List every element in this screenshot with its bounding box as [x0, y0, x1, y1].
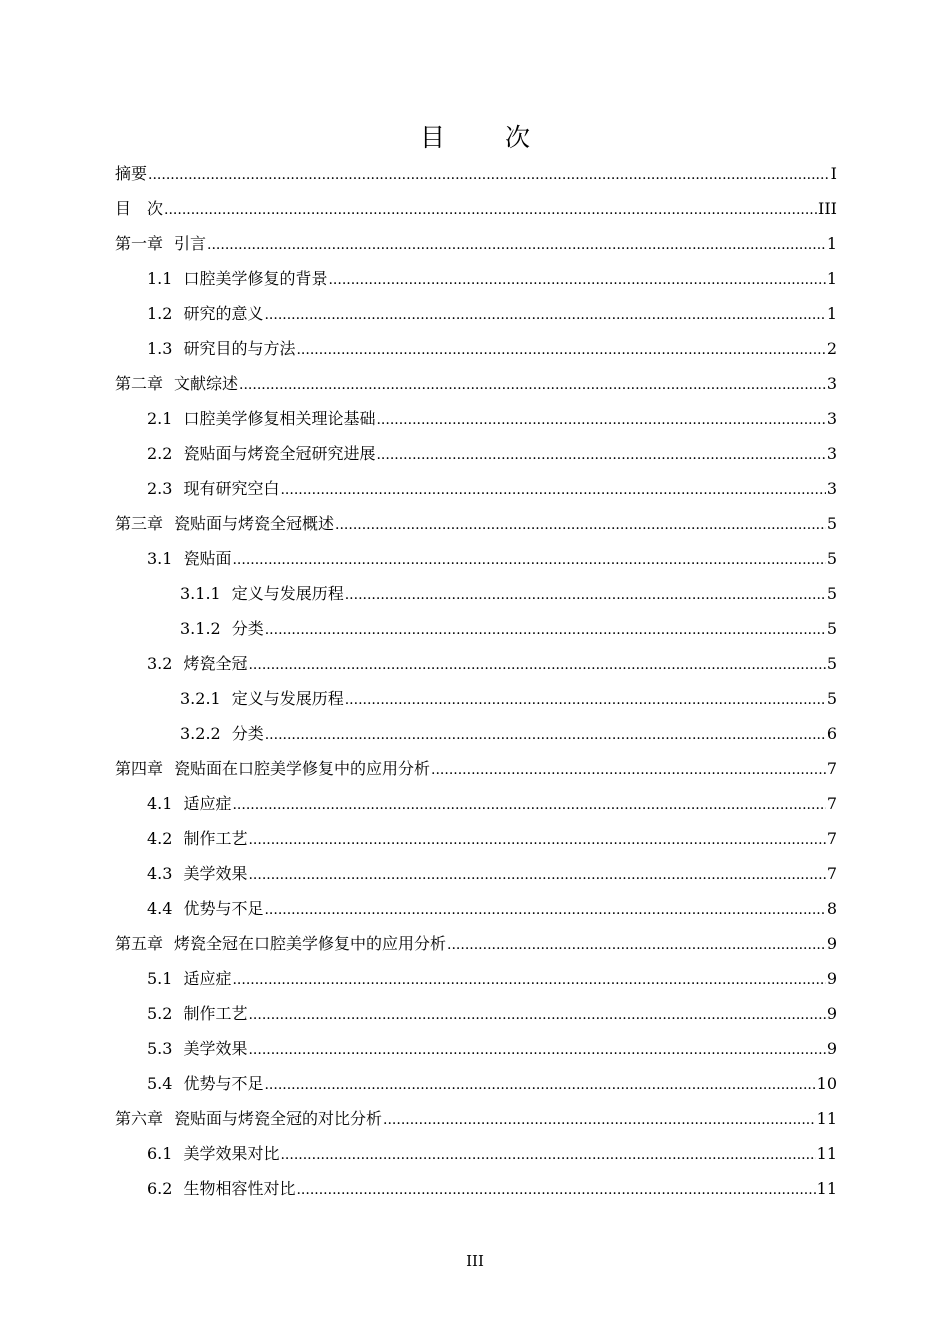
dot-leader: [248, 996, 825, 1033]
toc-entry-number: 1.1: [147, 269, 173, 288]
toc-entry-number: 第六章: [115, 1109, 164, 1128]
toc-entry[interactable]: [115, 191, 837, 226]
dot-leader: [447, 926, 826, 963]
toc-entry-number: 2.2: [147, 444, 173, 463]
toc-entry-number: 1.3: [147, 339, 173, 358]
toc-entry-number: 5.3: [147, 1039, 173, 1058]
dot-leader: [232, 961, 825, 998]
dot-leader: [383, 1101, 816, 1138]
toc-entry[interactable]: [115, 1136, 837, 1171]
toc-entry-number: 4.3: [147, 864, 173, 883]
toc-entry-page: 5: [826, 584, 837, 603]
toc-entry-page: 10: [816, 1074, 837, 1093]
toc-entry-number: 4.4: [147, 899, 173, 918]
toc-entry[interactable]: [115, 751, 837, 786]
toc-entry-title: 分类: [231, 619, 264, 638]
toc-entry[interactable]: [115, 576, 837, 611]
toc-entry-page: 11: [816, 1109, 837, 1128]
toc-entry-number: 第三章: [115, 514, 164, 533]
dot-leader: [296, 331, 825, 368]
toc-entry[interactable]: [115, 961, 837, 996]
toc-entry-number: 4.1: [147, 794, 173, 813]
toc-entry-number: 第一章: [115, 234, 164, 253]
dot-leader: [328, 261, 825, 298]
toc-entry-title: 瓷贴面与烤瓷全冠研究进展: [183, 444, 376, 463]
toc-entry[interactable]: [115, 926, 837, 961]
dot-leader: [207, 226, 826, 263]
toc-entry-title: 分类: [231, 724, 264, 743]
toc-entry-title: 定义与发展历程: [231, 689, 344, 708]
toc-entry-title: 引言: [174, 234, 207, 253]
dot-leader: [345, 681, 826, 718]
toc-entry[interactable]: [115, 856, 837, 891]
toc-entry-page: 5: [826, 619, 837, 638]
toc-entry-title: 口腔美学修复相关理论基础: [183, 409, 376, 428]
dot-leader: [264, 891, 825, 928]
page-number: III: [466, 1252, 484, 1270]
dot-leader: [265, 716, 826, 753]
toc-entry-number: 1.2: [147, 304, 173, 323]
dot-leader: [232, 786, 825, 823]
toc-entry[interactable]: [115, 646, 837, 681]
toc-entry-number: 第二章: [115, 374, 164, 393]
toc-entry[interactable]: [115, 261, 837, 296]
toc-entry-title: 优势与不足: [183, 1074, 264, 1093]
toc-entry-number: 3.2.2: [180, 724, 221, 743]
toc-entry-title: 制作工艺: [183, 829, 248, 848]
toc-entry-title: 文献综述: [174, 374, 239, 393]
toc-entry-title: 现有研究空白: [183, 479, 280, 498]
toc-entry[interactable]: [115, 331, 837, 366]
toc-entry-page: 7: [826, 864, 837, 883]
toc-entry-title: 美学效果: [183, 864, 248, 883]
dot-leader: [248, 646, 825, 683]
dot-leader: [248, 1031, 825, 1068]
toc-entry-title: 口腔美学修复的背景: [183, 269, 328, 288]
table-of-contents: [115, 156, 837, 1206]
toc-entry-title: 摘要: [115, 164, 148, 183]
toc-entry-title: 研究的意义: [183, 304, 264, 323]
toc-entry-page: 3: [826, 479, 837, 498]
toc-entry[interactable]: [115, 226, 837, 261]
toc-entry[interactable]: [115, 156, 837, 191]
toc-entry[interactable]: [115, 611, 837, 646]
toc-entry-page: 5: [826, 549, 837, 568]
dot-leader: [264, 1066, 815, 1103]
toc-entry-page: 8: [826, 899, 837, 918]
toc-entry[interactable]: [115, 1031, 837, 1066]
toc-entry-page: 3: [826, 444, 837, 463]
dot-leader: [296, 1171, 815, 1208]
toc-entry-title: 优势与不足: [183, 899, 264, 918]
toc-entry-title: 适应症: [183, 969, 232, 988]
toc-entry-title: 生物相容性对比: [183, 1179, 296, 1198]
dot-leader: [335, 506, 826, 543]
dot-leader: [265, 611, 826, 648]
toc-entry[interactable]: [115, 716, 837, 751]
toc-entry-page: 7: [826, 759, 837, 778]
toc-entry-page: 9: [826, 1004, 837, 1023]
toc-entry-page: 2: [826, 339, 837, 358]
toc-entry-number: 5.2: [147, 1004, 173, 1023]
toc-entry-number: 5.4: [147, 1074, 173, 1093]
toc-entry-page: 5: [826, 689, 837, 708]
toc-entry-number: 第四章: [115, 759, 164, 778]
toc-entry-title: 烤瓷全冠在口腔美学修复中的应用分析: [174, 934, 447, 953]
toc-entry[interactable]: [115, 436, 837, 471]
toc-entry-number: 2.1: [147, 409, 173, 428]
toc-entry-title: 制作工艺: [183, 1004, 248, 1023]
toc-entry-page: 1: [826, 234, 837, 253]
toc-entry-title: 烤瓷全冠: [183, 654, 248, 673]
toc-entry-page: III: [818, 199, 837, 218]
toc-entry-page: 9: [826, 1039, 837, 1058]
dot-leader: [345, 576, 826, 613]
toc-entry-title: 适应症: [183, 794, 232, 813]
toc-entry-page: 3: [826, 409, 837, 428]
toc-entry-number: 3.1.2: [180, 619, 221, 638]
toc-entry-page: 3: [826, 374, 837, 393]
page-title: 目 次: [420, 123, 556, 152]
toc-entry-page: 6: [826, 724, 837, 743]
dot-leader: [248, 856, 825, 893]
toc-entry[interactable]: [115, 366, 837, 401]
toc-entry[interactable]: [115, 786, 837, 821]
toc-entry-title: 目 次: [115, 199, 164, 218]
toc-entry-title: 瓷贴面与烤瓷全冠概述: [174, 514, 335, 533]
toc-entry[interactable]: [115, 681, 837, 716]
dot-leader: [239, 366, 826, 403]
toc-entry-title: 瓷贴面与烤瓷全冠的对比分析: [174, 1109, 383, 1128]
dot-leader: [148, 156, 830, 193]
toc-entry[interactable]: [115, 1171, 837, 1206]
toc-entry-number: 3.1: [147, 549, 173, 568]
toc-entry-number: 3.2: [147, 654, 173, 673]
toc-entry-number: 6.1: [147, 1144, 173, 1163]
toc-entry-title: 定义与发展历程: [231, 584, 344, 603]
toc-entry-number: 3.1.1: [180, 584, 221, 603]
toc-entry-page: 1: [826, 269, 837, 288]
toc-entry[interactable]: [115, 471, 837, 506]
toc-entry[interactable]: [115, 1101, 837, 1136]
toc-entry[interactable]: [115, 506, 837, 541]
toc-entry-page: 11: [816, 1179, 837, 1198]
toc-entry[interactable]: [115, 296, 837, 331]
toc-entry-page: 7: [826, 829, 837, 848]
toc-entry-number: 3.2.1: [180, 689, 221, 708]
toc-entry[interactable]: [115, 541, 837, 576]
dot-leader: [232, 541, 825, 578]
toc-entry-number: 6.2: [147, 1179, 173, 1198]
toc-entry-page: 5: [826, 514, 837, 533]
toc-entry[interactable]: [115, 996, 837, 1031]
toc-entry-page: 9: [826, 969, 837, 988]
toc-entry-page: 7: [826, 794, 837, 813]
dot-leader: [376, 436, 825, 473]
toc-entry-page: 11: [816, 1144, 837, 1163]
dot-leader: [248, 821, 825, 858]
toc-entry-number: 2.3: [147, 479, 173, 498]
toc-entry-title: 美学效果: [183, 1039, 248, 1058]
dot-leader: [164, 191, 817, 228]
toc-entry-page: I: [830, 164, 837, 183]
dot-leader: [376, 401, 825, 438]
toc-entry[interactable]: [115, 891, 837, 926]
toc-entry[interactable]: [115, 1066, 837, 1101]
dot-leader: [280, 1136, 815, 1173]
toc-entry-page: 1: [826, 304, 837, 323]
toc-entry-number: 第五章: [115, 934, 164, 953]
dot-leader: [280, 471, 825, 508]
toc-entry-title: 美学效果对比: [183, 1144, 280, 1163]
toc-entry-title: 瓷贴面在口腔美学修复中的应用分析: [174, 759, 431, 778]
toc-entry-page: 5: [826, 654, 837, 673]
toc-entry-title: 研究目的与方法: [183, 339, 296, 358]
toc-entry[interactable]: [115, 401, 837, 436]
toc-entry-title: 瓷贴面: [183, 549, 232, 568]
dot-leader: [431, 751, 826, 788]
toc-entry[interactable]: [115, 821, 837, 856]
dot-leader: [264, 296, 825, 333]
toc-entry-number: 4.2: [147, 829, 173, 848]
toc-entry-page: 9: [826, 934, 837, 953]
toc-entry-number: 5.1: [147, 969, 173, 988]
